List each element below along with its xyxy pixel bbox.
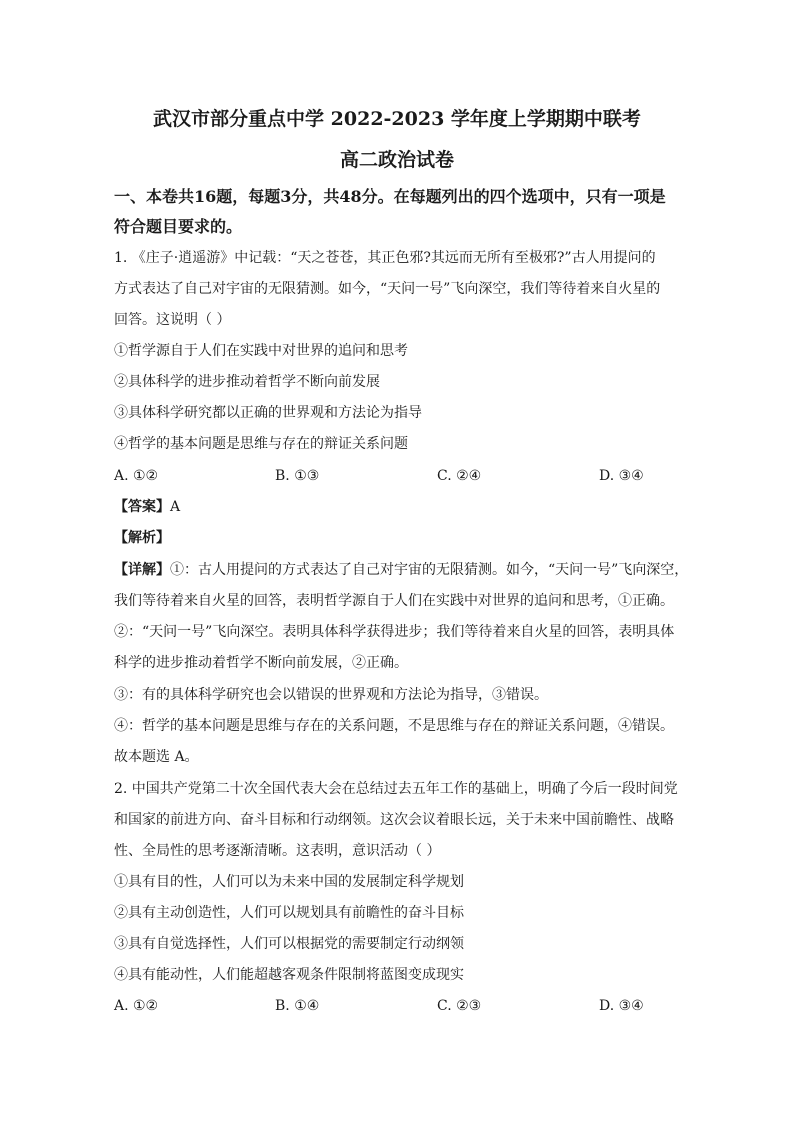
q1-item-2: ②具体科学的进步推动着哲学不断向前发展: [114, 374, 380, 390]
q2-stem-line1: 2. 中国共产党第二十次全国代表大会在总结过去五年工作的基础上，明确了今后一段时间党: [114, 781, 678, 797]
q1-stem-line1: 1. 《庄子·逍遥游》中记载：“天之苍苍，其正色邪?其远而无所有至极邪?”古人用提问的: [114, 250, 656, 266]
q1-detail-line3: ②：“天问一号”飞向深空。表明具体科学获得进步；我们等待着来自火星的回答，表明具体: [114, 624, 675, 640]
q1-answer: [114, 497, 180, 517]
q1-conclusion: 故本题选 A。: [114, 749, 199, 765]
q1-detail-line6: ④：哲学的基本问题是思维与存在的关系问题，不是思维与存在的辩证关系问题，④错误。: [114, 718, 674, 734]
exam-subtitle: 高二政治试卷: [339, 149, 454, 171]
q1-detail-line1: [114, 560, 688, 580]
q1-option-a: A. ①②: [114, 468, 159, 484]
q1-stem-line3: 回答。这说明（ ）: [114, 312, 231, 328]
q2-stem-line3: 性、全局性的思考逐渐清晰。这表明，意识活动（ ）: [114, 843, 441, 859]
detail-text: ①：古人用提问的方式表达了自己对宇宙的无限猜测。如今，“天问一号”飞向深空，: [170, 562, 689, 578]
q2-option-a: A. ①②: [114, 998, 159, 1014]
q1-detail-line2: 我们等待着来自火星的回答，表明哲学源自于人们在实践中对世界的追问和思考，①正确。: [114, 593, 674, 609]
q2-item-4: ④具有能动性，人们能超越客观条件限制将蓝图变成现实: [114, 967, 464, 983]
q1-option-b: B. ①③: [275, 468, 320, 484]
section-instruction-line2: 符合题目要求的。: [114, 217, 243, 236]
q1-detail-line4: 科学的进步推动着哲学不断向前发展，②正确。: [114, 655, 408, 671]
q2-option-c: C. ②③: [437, 998, 482, 1014]
q2-item-2: ②具有主动创造性，人们可以规划具有前瞻性的奋斗目标: [114, 905, 464, 921]
analysis-label: 【解析】: [114, 530, 170, 546]
detail-label: 【详解】: [114, 562, 170, 578]
q1-item-3: ③具体科学研究都以正确的世界观和方法论为指导: [114, 405, 422, 421]
q1-item-4: ④哲学的基本问题是思维与存在的辩证关系问题: [114, 436, 408, 452]
q1-option-c: C. ②④: [437, 468, 482, 484]
answer-label: 【答案】: [114, 499, 170, 515]
q2-item-1: ①具有目的性，人们可以为未来中国的发展制定科学规划: [114, 874, 464, 890]
q1-option-d: D. ③④: [599, 468, 644, 484]
q2-stem-line2: 和国家的前进方向、奋斗目标和行动纲领。这次会议着眼长远，关于未来中国前瞻性、战略: [114, 812, 674, 828]
q2-option-b: B. ①④: [275, 998, 320, 1014]
exam-title: 武汉市部分重点中学 2022-2023 学年度上学期期中联考: [153, 108, 641, 130]
answer-value: A: [170, 499, 181, 515]
q2-item-3: ③具有自觉选择性，人们可以根据党的需要制定行动纲领: [114, 936, 464, 952]
q1-stem-line2: 方式表达了自己对宇宙的无限猜测。如今，“天问一号”飞向深空，我们等待着来自火星的: [114, 281, 661, 297]
section-instruction-line1: 一、本卷共16题，每题3分，共48分。在每题列出的四个选项中，只有一项是: [114, 187, 666, 206]
q1-item-1: ①哲学源自于人们在实践中对世界的追问和思考: [114, 343, 408, 359]
q1-detail-line5: ③：有的具体科学研究也会以错误的世界观和方法论为指导，③错误。: [114, 687, 548, 703]
q2-option-d: D. ③④: [599, 998, 644, 1014]
